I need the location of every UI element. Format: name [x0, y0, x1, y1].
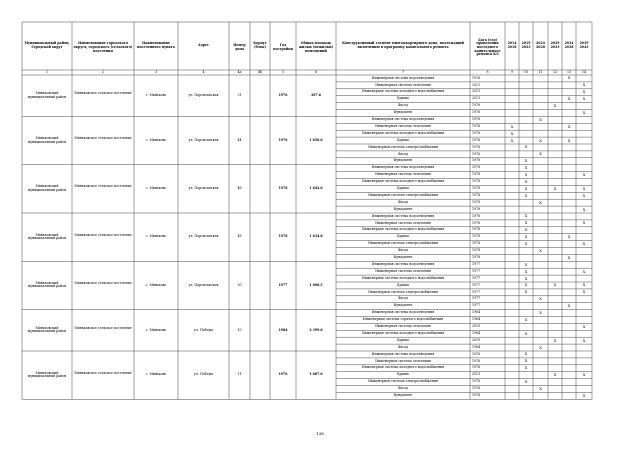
element-repair-date: 1977 — [472, 289, 481, 294]
element-repair-date: 1976 — [472, 365, 481, 370]
element-repair-date: 1978 — [472, 206, 481, 211]
column-number: 4б — [258, 69, 262, 74]
period-mark: X — [567, 76, 571, 81]
element-name: Инженерная система электроснабжения — [368, 289, 438, 294]
period-mark: X — [524, 331, 528, 336]
period-mark: X — [582, 173, 586, 177]
building-house: 11 — [237, 372, 242, 377]
column-header: 2039 2043 — [579, 41, 589, 49]
element-repair-date: 1977 — [472, 296, 481, 301]
period-mark: X — [539, 345, 542, 350]
element-repair-date: 1976 — [472, 103, 481, 108]
element-name: Инженерная система отопления — [375, 324, 431, 328]
element-repair-date: 1978 — [472, 248, 481, 253]
element-repair-date: 1976 — [472, 123, 481, 128]
period-mark: X — [553, 186, 557, 191]
column-header: 2024 2028 — [536, 41, 545, 49]
column-header: 2019 2023 — [521, 41, 531, 49]
column-number: 6 — [314, 69, 318, 74]
period-mark: X — [582, 207, 586, 212]
period-mark: X — [539, 117, 542, 122]
building-district: Миньковский муниципальный район — [27, 280, 67, 289]
column-header: Муниципальный район, Городской округ — [24, 41, 70, 49]
building-district: Миньковский муниципальный район — [27, 232, 67, 241]
element-name: Инженерная система холодного водоснабжения — [361, 89, 445, 94]
column-number: 4 — [202, 69, 205, 74]
element-name: Крыша — [397, 137, 409, 142]
element-name: Инженерная система холодного водоснабжения — [361, 330, 445, 335]
element-name: Инженерная система электроснабжения — [368, 144, 438, 149]
period-mark: X — [524, 179, 528, 184]
building-locality: с. Миньково — [145, 137, 167, 142]
element-repair-date: 2019 — [472, 337, 481, 342]
column-number: 3 — [154, 69, 158, 74]
building-year: 1977 — [278, 282, 288, 287]
period-mark: X — [582, 373, 586, 378]
column-header: Дата (год) проведения последнего капитального ремонта КЭ — [474, 37, 501, 57]
building-district: Миньковский муниципальный район — [27, 91, 67, 99]
building-district: Миньковский муниципальный район — [27, 370, 67, 379]
building-settlement: Миньковское сельское поселение — [74, 91, 132, 96]
building-district: Миньковский муниципальный район — [27, 135, 67, 144]
element-name: Инженерная система отопления — [375, 220, 431, 225]
element-name: Крыша — [397, 337, 409, 342]
column-header: Адрес — [198, 43, 209, 48]
element-name: Инженерная система отопления — [375, 172, 431, 177]
column-header: 2014 2018 — [507, 41, 517, 49]
element-name: Фундамент — [393, 158, 413, 163]
element-name: Инженерная система отопления — [375, 123, 431, 128]
element-repair-date: 1976 — [472, 117, 481, 121]
column-number: 2 — [101, 69, 105, 74]
building-street: ул. Партизанская — [188, 92, 219, 97]
period-mark: X — [567, 235, 571, 240]
building-house: 48 — [237, 234, 242, 239]
period-mark: X — [524, 166, 528, 171]
column-header: Корпус (блок) — [253, 41, 267, 49]
element-name: Инженерная система холодного водоснабжения — [361, 227, 445, 232]
element-repair-date: 2011 — [472, 89, 481, 94]
element-repair-date: 1978 — [472, 172, 481, 177]
period-mark: X — [539, 311, 542, 315]
element-repair-date: 1977 — [472, 268, 481, 273]
period-mark: X — [524, 366, 528, 371]
element-repair-date: 1978 — [472, 241, 481, 246]
period-mark: X — [524, 352, 528, 357]
element-repair-date: 1978 — [472, 227, 481, 232]
building-street: ул. Партизанская — [188, 186, 219, 191]
column-header: Наименование населенного пункта — [137, 41, 175, 49]
column-header: 2029 2033 — [550, 41, 560, 49]
page-number: 138 — [316, 431, 324, 436]
period-mark: X — [524, 317, 528, 322]
building-house: 50 — [237, 282, 242, 287]
period-mark: X — [524, 186, 528, 191]
period-mark: X — [582, 97, 586, 102]
period-mark: X — [524, 276, 528, 281]
element-repair-date: 1976 — [472, 351, 481, 356]
column-header: Номер дома — [233, 43, 246, 51]
building-house: 46 — [237, 186, 242, 191]
element-name: Инженерная система водоотведения — [371, 213, 435, 218]
period-mark: X — [524, 193, 528, 198]
period-mark: X — [524, 283, 528, 288]
period-mark: X — [524, 159, 528, 164]
element-name: Фундамент — [393, 303, 413, 308]
building-locality: с. Миньково — [145, 327, 167, 332]
period-mark: X — [539, 248, 542, 253]
element-repair-date: 1976 — [472, 386, 481, 391]
period-mark: X — [582, 90, 586, 95]
period-mark: X — [582, 283, 586, 288]
period-mark: X — [524, 269, 528, 274]
element-name: Крыша — [397, 234, 409, 239]
building-area: 367.6 — [311, 92, 321, 97]
element-repair-date: 1977 — [472, 261, 481, 266]
period-mark: X — [567, 97, 571, 102]
column-number: 12 — [552, 69, 558, 74]
period-mark: X — [567, 304, 571, 309]
element-repair-date: 1978 — [472, 192, 481, 197]
column-number: 10 — [523, 69, 529, 74]
period-mark: X — [524, 242, 528, 246]
column-header: Год постройки — [273, 43, 293, 51]
element-repair-date: 2011 — [472, 82, 481, 87]
building-area: 1 642.6 — [309, 186, 323, 191]
period-mark: X — [539, 297, 542, 302]
element-repair-date: 1978 — [472, 179, 481, 184]
period-mark: X — [582, 338, 586, 343]
element-name: Инженерная система электроснабжения — [368, 379, 438, 384]
element-repair-date: 1976 — [472, 151, 481, 156]
column-number: 9 — [510, 69, 514, 74]
period-mark: X — [539, 386, 542, 391]
period-mark: X — [539, 138, 542, 143]
element-name: Крыша — [397, 96, 409, 101]
element-name: Фасад — [397, 103, 409, 108]
element-name: Фасад — [397, 386, 409, 391]
column-number: 1 — [45, 69, 49, 74]
element-name: Фасад — [397, 296, 409, 301]
element-name: Фундамент — [393, 393, 413, 397]
building-settlement: Миньковское сельское поселение — [74, 325, 132, 330]
building-street: ул. Победы — [194, 372, 213, 377]
element-repair-date: 1984 — [472, 330, 481, 335]
element-name: Инженерная система холодного водоснабжения — [361, 365, 445, 370]
element-repair-date: 1978 — [472, 220, 481, 225]
period-mark: X — [524, 359, 528, 364]
period-mark: X — [567, 255, 571, 260]
building-locality: с. Миньково — [145, 282, 167, 287]
element-name: Фундамент — [393, 206, 413, 211]
element-repair-date: 2011 — [472, 96, 481, 101]
building-house: 44 — [237, 137, 242, 142]
period-mark: X — [553, 373, 557, 378]
element-repair-date: 1976 — [472, 137, 481, 142]
period-mark: X — [582, 221, 586, 226]
period-mark: X — [524, 290, 528, 295]
building-locality: с. Миньково — [145, 186, 167, 191]
building-year: 1984 — [278, 327, 288, 332]
element-repair-date: 1984 — [472, 310, 481, 315]
element-repair-date: 1978 — [472, 165, 481, 170]
period-mark: X — [524, 380, 528, 384]
period-mark: X — [510, 131, 514, 136]
building-locality: с. Миньково — [145, 234, 167, 239]
element-repair-date: 1976 — [472, 158, 481, 163]
element-repair-date: 2011 — [472, 372, 481, 377]
element-name: Крыша — [397, 372, 409, 377]
element-name: Инженерная система водоотведения — [371, 75, 435, 80]
building-year: 1978 — [278, 186, 288, 191]
column-number: 5 — [281, 69, 285, 74]
period-mark: X — [510, 124, 514, 129]
element-repair-date: 1977 — [472, 282, 481, 287]
element-name: Фундамент — [393, 110, 413, 115]
element-name: Инженерная система водоотведения — [371, 310, 435, 315]
building-year: 1976 — [278, 372, 288, 377]
element-repair-date: 1978 — [472, 255, 481, 259]
period-mark: X — [582, 393, 586, 398]
element-name: Инженерная система водоотведения — [371, 117, 435, 121]
element-repair-date: 1978 — [472, 199, 481, 204]
period-mark: X — [582, 324, 586, 329]
column-number: 13 — [566, 69, 572, 74]
element-name: Крыша — [397, 282, 409, 287]
building-area: 1 656.6 — [309, 137, 323, 142]
element-repair-date: 1976 — [472, 393, 481, 397]
element-name: Инженерная система электроснабжения — [368, 241, 438, 246]
building-settlement: Миньковское сельское поселение — [74, 232, 132, 237]
period-mark: X — [524, 228, 528, 233]
building-area: 1 087.6 — [309, 372, 323, 377]
column-number: 4а — [237, 69, 242, 74]
building-area: 2 399.6 — [309, 327, 323, 332]
period-mark: X — [582, 110, 586, 115]
period-mark: X — [524, 173, 528, 177]
element-name: Фундамент — [393, 255, 413, 259]
period-mark: X — [539, 152, 542, 157]
column-header: Наименование городского округа, городского (сельского) поселения — [73, 41, 133, 53]
column-number: 7 — [401, 69, 405, 74]
element-name: Инженерная система водоотведения — [371, 351, 435, 356]
column-number: 14 — [581, 69, 587, 74]
period-mark: X — [553, 338, 557, 343]
building-house: 10 — [237, 327, 242, 332]
column-header: Конструктивный элемент многоквартирного дома, подлежащий включению в программу капитального ремонта — [342, 41, 464, 49]
element-name: Инженерная система отопления — [375, 358, 431, 363]
element-repair-date: 1977 — [472, 303, 481, 308]
building-year: 1976 — [278, 92, 288, 97]
element-name: Инженерная система электроснабжения — [368, 192, 438, 197]
period-mark: X — [524, 214, 528, 219]
column-header: Общая площадь жилых (нежилых) помещений — [298, 41, 334, 53]
element-repair-date: 1978 — [472, 186, 481, 190]
period-mark: X — [582, 193, 586, 198]
period-mark: X — [539, 200, 542, 205]
element-name: Инженерная система отопления — [375, 82, 431, 87]
element-repair-date: 1984 — [472, 317, 481, 322]
period-mark: X — [524, 221, 528, 226]
period-mark: X — [524, 262, 528, 267]
element-repair-date: 1976 — [472, 379, 481, 384]
building-area: 1 608.5 — [309, 282, 323, 287]
period-mark: X — [582, 269, 586, 274]
period-mark: X — [567, 138, 571, 143]
column-number: 8 — [486, 69, 489, 74]
element-name: Инженерная система водоотведения — [371, 165, 435, 170]
element-name: Фасад — [397, 151, 409, 156]
building-street: ул. Победы — [194, 327, 213, 332]
period-mark: X — [553, 283, 557, 288]
building-locality: с. Миньково — [145, 372, 167, 377]
period-mark: X — [567, 124, 571, 129]
building-district: Миньковский муниципальный район — [27, 184, 67, 192]
period-mark: X — [524, 235, 528, 240]
element-repair-date: 1978 — [472, 234, 481, 239]
element-repair-date: 1976 — [472, 130, 481, 135]
element-name: Фасад — [397, 248, 409, 253]
building-year: 1978 — [278, 234, 288, 239]
period-mark: X — [524, 145, 528, 150]
building-year: 1976 — [278, 137, 288, 142]
period-mark: X — [582, 186, 586, 191]
element-repair-date: 1976 — [472, 144, 481, 149]
building-settlement: Миньковское сельское поселение — [74, 280, 132, 285]
building-district: Миньковский муниципальный район — [27, 325, 67, 334]
period-mark: X — [582, 242, 586, 246]
building-street: ул. Партизанская — [188, 282, 219, 287]
element-name: Фасад — [397, 199, 409, 204]
building-street: ул. Партизанская — [188, 137, 219, 142]
building-settlement: Миньковское сельское поселение — [74, 370, 132, 375]
element-repair-date: 1976 — [472, 75, 481, 80]
element-repair-date: 1978 — [472, 213, 481, 218]
element-repair-date: 1976 — [472, 110, 481, 115]
element-repair-date: 1976 — [472, 358, 481, 363]
element-name: Инженерная система горячего водоснабжения — [362, 317, 444, 322]
building-house: 31 — [237, 92, 242, 97]
period-mark: X — [582, 290, 586, 295]
period-mark: X — [553, 104, 557, 108]
building-street: ул. Партизанская — [188, 234, 219, 239]
element-name: Инженерная система холодного водоснабжения — [361, 130, 445, 135]
element-repair-date: 1984 — [472, 344, 481, 349]
column-number: 11 — [538, 69, 543, 74]
element-name: Крыша — [397, 186, 409, 190]
element-name: Фасад — [397, 344, 409, 349]
element-name: Инженерная система водоотведения — [371, 261, 435, 266]
building-settlement: Миньковское сельское поселение — [74, 135, 132, 140]
period-mark: X — [582, 83, 586, 88]
building-area: 1 634.8 — [309, 234, 323, 239]
building-settlement: Миньковское сельское поселение — [74, 184, 132, 189]
element-name: Инженерная система холодного водоснабжения — [361, 179, 445, 184]
period-mark: X — [510, 138, 514, 143]
element-name: Инженерная система отопления — [375, 268, 431, 273]
building-locality: с. Миньково — [145, 92, 167, 97]
element-repair-date: 1977 — [472, 275, 481, 280]
element-repair-date: 2019 — [472, 324, 481, 328]
element-name: Инженерная система холодного водоснабжения — [361, 275, 445, 280]
column-header: 2034 2038 — [564, 41, 574, 49]
